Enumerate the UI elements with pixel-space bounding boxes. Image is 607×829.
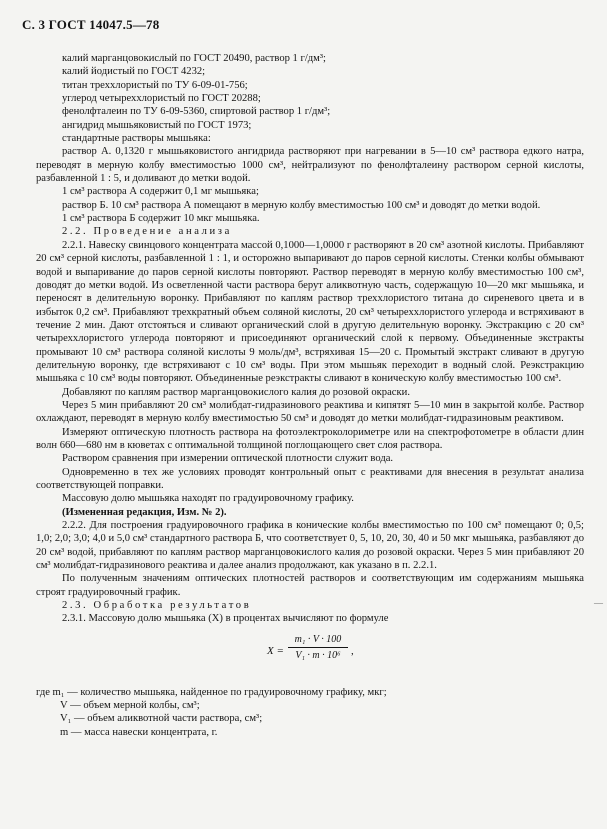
- procedure-paragraph: 2.2.1. Навеску свинцового концентрата массой 0,1000—1,0000 г растворяют в 20 см³ азотной кислоты. Прибавляют 20 см³ серной кислоты, разбавленной 1 : 1, и осторожно выпаривают до паров серной кислоты. Стенки колбы обмывают водой и выпаривание до паров серной кислоты повторяют. Раствор переводят в мерную колбу вместимостью 100 см³, доводят до метки водой. Из осветленной части раствора берут аликвотную часть, содержащую 10—20 мкг мышьяка, и переносят в делительную воронку. Прибавляют по каплям раствор треххлористого титана до сиреневого цвета и в избыток 0,2 см³. Прибавляют трехкратный объем соляной кислоты, 20 см³ четыреххлористого углерода и встряхивают в течение 2 мин. Дают отстояться и сливают органический слой в другую делительную воронку. Экстракцию с 20 см³ четыреххлористого углерода повторяют и присоединяют органический слой к первому. Объединенные экстракты промывают 10 см³ раствора соляной кислоты 9 моль/дм³, встряхивая 15—20 с. Промытый экстракт сливают в другую делительную воронку, где встряхивают с 10 см³ воды. При этом мышьяк переходит в водный слой. Реэкстракцию мышьяка с 10 см³ воды повторяют. Объединенные реэкстракты сливают в коническую колбу вместимостью 100 см³.: [36, 239, 584, 385]
- procedure-paragraph: Добавляют по каплям раствор марганцовокислого калия до розовой окраски.: [62, 386, 410, 398]
- reagent-line: ангидрид мышьяковистый по ГОСТ 1973;: [62, 119, 252, 131]
- procedure-paragraph: Измеряют оптическую плотность раствора на фотоэлектроколориметре или на спектрофотометре в области длин волн 660—680 нм в кюветах с оптимальной толщиной поглощающего свет слоя раствора.: [36, 426, 584, 451]
- variable-definition: где m₁ — количество мышьяка, найденное по градуировочному графику, мкг;: [36, 686, 387, 698]
- solution-a-paragraph: раствор А. 0,1320 г мышьяковистого ангидрида растворяют при нагревании в 5—10 см³ раствора едкого натра, переводят в мерную колбу вместимостью 1000 см³, нейтрализуют по фенолфталеину раствором серной кислоты, разбавленной 1 : 5, и доливают до метки водой.: [36, 146, 584, 185]
- reagent-line: стандартные растворы мышьяка:: [62, 133, 211, 145]
- section-heading: 2.2. Проведение анализа: [62, 226, 232, 238]
- formula-tail: ,: [351, 644, 354, 657]
- margin-mark: —: [594, 598, 603, 608]
- calibration-paragraph: 2.2.2. Для построения градуировочного графика в конические колбы вместимостью по 100 см³ помещают 0; 0,5; 1,0; 2,0; 3,0; 4,0 и 5,0 см³ стандартного раствора Б, что соответствует 0, 5, 10, 20, 30, 40 и 50 мкг мышьяка, разбавляют до 20 см³ водой, прибавляют по каплям раствор марганцовокислого калия до розовой окраски. Через 5 мин прибавляют 20 см³ молибдат-гидразинового реактива и далее анализ продолжают, как указано в п. 2.2.1.: [36, 520, 584, 572]
- solution-b-paragraph: раствор Б. 10 см³ раствора А помещают в мерную колбу вместимостью 100 см³ и доводят до метки водой.: [62, 199, 541, 211]
- solution-a-note: 1 см³ раствора А содержит 0,1 мг мышьяка;: [62, 186, 259, 198]
- reagent-line: титан треххлористый по ТУ 6-09-01-756;: [62, 79, 248, 91]
- reagent-line: калий марганцовокислый по ГОСТ 20490, раствор 1 г/дм³;: [62, 53, 327, 64]
- reagent-line: калий йодистый по ГОСТ 4232;: [62, 66, 206, 78]
- reagent-line: углерод четыреххлористый по ГОСТ 20288;: [62, 93, 261, 105]
- formula-fraction: [288, 633, 348, 663]
- formula: [36, 632, 584, 672]
- procedure-paragraph: Раствором сравнения при измерении оптической плотности служит вода.: [62, 453, 394, 465]
- page-header: С. 3 ГОСТ 14047.5—78: [22, 17, 160, 32]
- calculation-paragraph: 2.3.1. Массовую долю мышьяка (X) в процентах вычисляют по формуле: [62, 613, 389, 625]
- variable-definitions: [36, 686, 584, 739]
- document-body: [36, 52, 584, 739]
- procedure-paragraph: Через 5 мин прибавляют 20 см³ молибдат-гидразинового реактива и кипятят 5—10 мин в закрытой колбе. Раствор охлаждают, переводят в мерную колбу вместимостью 50 см³ и доводят до метки молибдат-гидразиновым реактивом.: [36, 399, 584, 425]
- solution-b-note: 1 см³ раствора Б содержит 10 мкг мышьяка.: [62, 213, 260, 225]
- section-heading: 2.3. Обработка результатов: [62, 600, 252, 612]
- variable-definition: V₁ — объем аликвотной части раствора, см³;: [60, 713, 263, 725]
- variable-definition: m — масса навески концентрата, г.: [60, 726, 218, 738]
- calibration-paragraph: По полученным значениям оптических плотностей растворов и соответствующим им содержаниям мышьяка строят градуировочный график.: [36, 573, 584, 598]
- formula-numerator: m₁ · V · 100: [288, 633, 348, 648]
- formula-lhs: X =: [267, 644, 284, 657]
- variable-definition: V — объем мерной колбы, см³;: [60, 700, 200, 712]
- reagent-line: фенолфталеин по ТУ 6-09-5360, спиртовой раствор 1 г/дм³;: [62, 106, 331, 118]
- edition-note: (Измененная редакция, Изм. № 2).: [62, 506, 227, 518]
- procedure-paragraph: Одновременно в тех же условиях проводят контрольный опыт с реактивами для внесения в результат анализа соответствующей поправки.: [36, 466, 584, 491]
- formula-denominator: V₁ · m · 10⁶: [295, 650, 341, 662]
- procedure-paragraph: Массовую долю мышьяка находят по градуировочному графику.: [62, 493, 354, 505]
